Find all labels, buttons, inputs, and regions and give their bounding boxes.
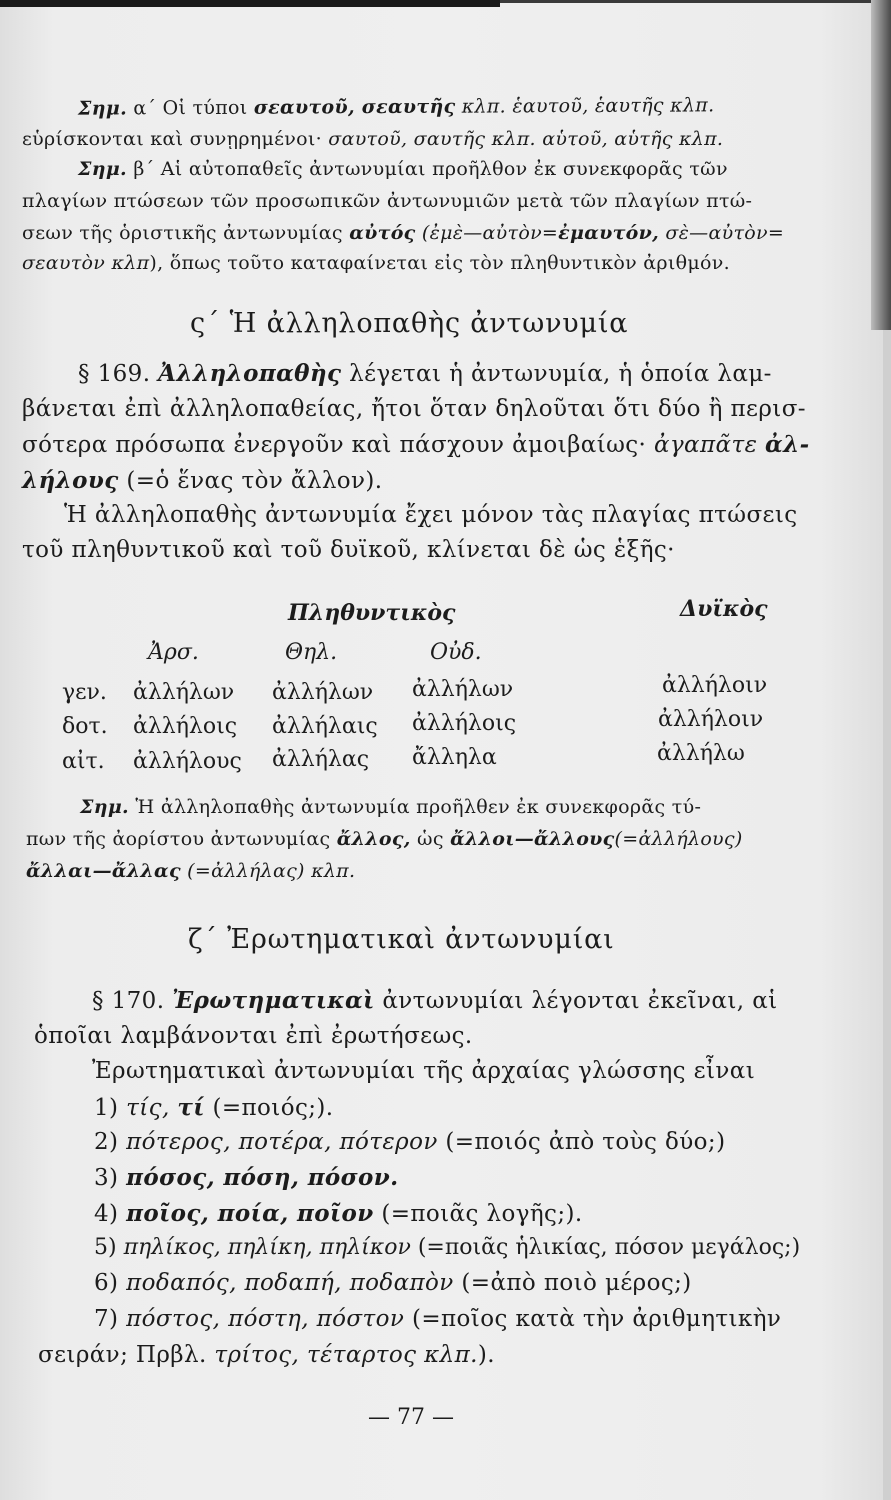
table-cell: ἀλλήλων — [133, 680, 235, 705]
note-a-line-1 — [78, 94, 714, 119]
list-item — [94, 1235, 800, 1260]
item-gloss: (=ποιᾶς λογῆς;). — [373, 1201, 583, 1227]
body-text: (=ὁ ἕνας τὸν ἄλλον). — [118, 468, 383, 494]
section-heading-6: ς΄ Ἡ ἀλληλοπαθὴς ἀντωνυμία — [190, 308, 629, 339]
item-forms: πηλίκος, πηλίκη, πηλίκον — [123, 1235, 411, 1260]
scan-edge-right-shadow — [871, 0, 891, 330]
note-forms: ἐμαυτόν, — [558, 222, 660, 244]
note-text: ), ὅπως τοῦτο καταφαίνεται εἰς τὸν πληθυντικὸν ἀριθμόν. — [149, 252, 730, 274]
par-169-line-4 — [22, 467, 383, 494]
item-gloss: (=ποιός ἀπὸ τοὺς δύο;) — [437, 1129, 726, 1155]
note-b-line-4 — [22, 252, 730, 274]
note-b-line-2: πλαγίων πτώσεων τῶν προσωπικῶν ἀντωνυμιῶν μετὰ τῶν πλαγίων πτώ- — [22, 190, 753, 212]
note-text: ὡς — [410, 828, 451, 850]
case-label: δοτ. — [62, 714, 108, 739]
note-b-line-1 — [78, 158, 728, 180]
item-gloss: (=ποιός;). — [204, 1095, 334, 1121]
item-gloss: (=ποῖος κατὰ τὴν ἀριθμητικὴν — [404, 1306, 782, 1332]
scan-edge-top — [0, 0, 500, 7]
note-text: εὑρίσκονται καὶ συνῃρημένοι· — [22, 128, 329, 150]
item-forms: ποδαπός, ποδαπή, ποδαπὸν — [126, 1270, 454, 1296]
case-label: γεν. — [62, 680, 107, 705]
list-item — [94, 1270, 692, 1296]
item-number: 7) — [94, 1306, 127, 1332]
table-cell: ἀλλήλοις — [133, 714, 238, 739]
item-forms-bold: πόσος, πόση, πόσον. — [126, 1164, 399, 1191]
term: λήλους — [22, 467, 119, 494]
note-text: (ἐμὲ—αὐτὸν= — [415, 222, 559, 244]
item-number: 1) — [94, 1095, 127, 1121]
note-text: πων τῆς ἀορίστου ἀντωνυμίας — [26, 828, 337, 850]
scan-edge-right — [883, 330, 891, 1500]
list-item — [94, 1306, 781, 1332]
section-heading-7: ζ΄ Ἐρωτηματικαὶ ἀντωνυμίαι — [188, 924, 615, 955]
par-169b-line-1: Ἡ ἀλληλοπαθὴς ἀντωνυμία ἔχει μόνον τὰς πλαγίας πτώσεις — [64, 502, 798, 528]
par-170-line-2: ὁποῖαι λαμβάνονται ἐπὶ ἐρωτήσεως. — [34, 1023, 473, 1049]
note-text: (=ἀλλήλας) κλπ. — [180, 860, 356, 882]
note-forms: ἄλλοι—ἄλλους — [450, 828, 615, 850]
note-label: Σημ. — [78, 158, 127, 180]
note-c-line-3 — [26, 860, 355, 882]
note-text: κλπ. — [455, 95, 513, 118]
note-c-line-1 — [80, 796, 701, 818]
note-text: β΄ Αἱ αὐτοπαθεῖς ἀντωνυμίαι προῆλθον ἐκ συνεκφορᾶς τῶν — [126, 158, 728, 180]
gender-masculine: Ἀρσ. — [148, 640, 199, 665]
item-number: 3) — [94, 1165, 127, 1191]
item-gloss: (=ποιᾶς ἡλικίας, πόσον μεγάλος;) — [410, 1235, 801, 1260]
item-gloss: (=ἀπὸ ποιὸ μέρος;) — [453, 1270, 692, 1296]
note-a-line-2 — [22, 128, 723, 150]
par-170-line-1 — [92, 987, 778, 1014]
item-forms: τίς, — [126, 1095, 178, 1121]
item-forms: τρίτος, τέταρτος κλπ. — [214, 1342, 478, 1368]
body-text: λέγεται ἡ ἀντωνυμία, ἡ ὁποία λαμ- — [341, 361, 772, 387]
list-item — [94, 1094, 333, 1121]
body-text: σότερα πρόσωπα ἐνεργοῦν καὶ πάσχουν ἀμοιβαίως· — [22, 432, 654, 458]
term: Ἐρωτηματικαὶ — [172, 987, 375, 1014]
list-item — [94, 1164, 399, 1191]
par-169-line-1 — [78, 360, 772, 387]
note-text: (=ἀλλήλους) — [614, 828, 743, 850]
term: ἀλ- — [765, 431, 810, 458]
note-text: κλπ. — [663, 94, 715, 117]
item-number: 6) — [94, 1270, 127, 1296]
note-label: Σημ. — [80, 796, 129, 818]
example: ἀγαπᾶτε — [653, 432, 766, 458]
gender-feminine: Θηλ. — [285, 640, 338, 665]
item-gloss: ). — [477, 1342, 495, 1368]
item-forms-bold: ποῖος, ποία, ποῖον — [126, 1200, 374, 1227]
item-number: 4) — [94, 1201, 127, 1227]
table-cell: ἀλλήλοιν — [662, 673, 768, 698]
page-number: — 77 — — [368, 1405, 454, 1430]
table-cell: ἄλληλα — [412, 745, 497, 770]
item-forms-bold: τί — [177, 1094, 205, 1121]
par-169-line-2: βάνεται ἐπὶ ἀλληλοπαθείας, ἤτοι ὅταν δηλοῦται ὅτι δύο ἢ περισ- — [22, 396, 806, 422]
note-text: σεων τῆς ὁριστικῆς ἀντωνυμίας — [22, 222, 350, 244]
note-c-line-2 — [26, 828, 743, 850]
paragraph-number: § 169. — [78, 361, 159, 387]
table-cell: ἀλλήλας — [272, 747, 370, 772]
term: Ἀλληλοπαθὴς — [158, 360, 342, 387]
par-169b-line-2: τοῦ πληθυντικοῦ καὶ τοῦ δυϊκοῦ, κλίνεται δὲ ὡς ἑξῆς· — [22, 537, 675, 563]
list-item — [94, 1200, 583, 1227]
note-b-line-3 — [22, 222, 784, 244]
item-gloss: σειράν; Πρβλ. — [38, 1342, 215, 1368]
table-cell: ἀλλήλων — [272, 680, 374, 705]
table-cell: ἀλλήλοιν — [658, 707, 764, 732]
note-forms: ἑαυτοῦ, ἑαυτῆς — [512, 94, 664, 118]
body-text: ἀντωνυμίαι λέγονται ἐκεῖναι, αἱ — [374, 988, 778, 1014]
note-forms: σεαυτὸν κλπ — [22, 252, 150, 274]
item-number: 2) — [94, 1129, 127, 1155]
par-169-line-3 — [22, 431, 810, 458]
list-item-continuation — [38, 1342, 495, 1368]
note-forms: ἄλλαι—ἄλλας — [26, 860, 181, 882]
list-item — [94, 1129, 725, 1155]
note-forms: σεαυτοῦ, σεαυτῆς — [253, 95, 456, 119]
plural-header: Πληθυντικὸς — [288, 600, 456, 626]
note-forms: ἄλλος, — [336, 828, 411, 850]
note-text: Ἡ ἀλληλοπαθὴς ἀντωνυμία προῆλθεν ἐκ συνεκφορᾶς τύ- — [128, 796, 702, 818]
table-cell: ἀλλήλω — [657, 741, 745, 766]
gender-neuter: Οὐδ. — [430, 640, 482, 665]
dual-header: Δυϊκὸς — [680, 596, 768, 622]
paragraph-number: § 170. — [92, 988, 173, 1014]
note-label: Σημ. — [77, 97, 128, 120]
table-cell: ἀλλήλοις — [412, 711, 517, 736]
case-label: αἰτ. — [62, 749, 105, 774]
scan-edge-top-right — [500, 0, 891, 3]
note-text: α΄ Οἱ τύποι — [126, 96, 254, 120]
item-forms: πόστος, πόστη, πόστον — [126, 1306, 405, 1332]
item-number: 5) — [94, 1235, 124, 1260]
table-cell: ἀλλήλων — [412, 677, 514, 702]
table-cell: ἀλλήλαις — [272, 714, 378, 739]
note-text: σὲ—αὐτὸν= — [659, 222, 785, 244]
note-forms: σαυτοῦ, σαυτῆς κλπ. αὑτοῦ, αὑτῆς κλπ. — [328, 128, 724, 150]
note-forms: αὐτός — [349, 222, 416, 244]
table-cell: ἀλλήλους — [133, 749, 242, 774]
item-forms: πότερος, ποτέρα, πότερον — [126, 1129, 438, 1155]
par-170b-line-1: Ἐρωτηματικαὶ ἀντωνυμίαι τῆς ἀρχαίας γλώσσης εἶναι — [92, 1058, 756, 1084]
